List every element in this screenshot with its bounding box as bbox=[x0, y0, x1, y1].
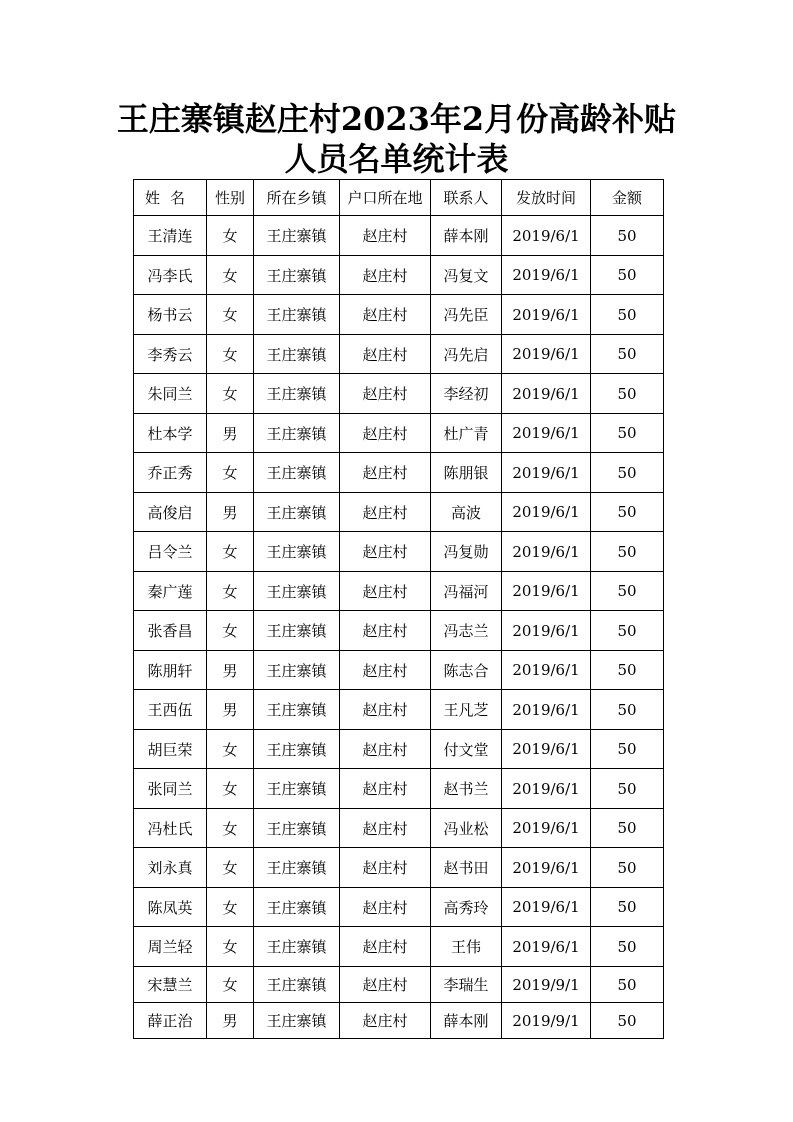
table-row bbox=[134, 374, 664, 414]
table-row bbox=[134, 651, 664, 690]
cell-issue-date: 2019/6/1 bbox=[502, 769, 591, 809]
cell-household: 赵庄村 bbox=[340, 651, 431, 690]
cell-issue-date: 2019/6/1 bbox=[502, 532, 591, 572]
cell-amount: 50 bbox=[591, 967, 664, 1003]
cell-town: 王庄寨镇 bbox=[254, 1003, 340, 1039]
cell-amount: 50 bbox=[591, 611, 664, 651]
cell-amount: 50 bbox=[591, 256, 664, 295]
cell-contact: 王凡芝 bbox=[431, 690, 502, 730]
table-row bbox=[134, 572, 664, 611]
cell-contact: 王伟 bbox=[431, 927, 502, 967]
cell-name: 陈凤英 bbox=[134, 888, 207, 927]
cell-issue-date: 2019/9/1 bbox=[502, 967, 591, 1003]
table-row bbox=[134, 453, 664, 493]
cell-town: 王庄寨镇 bbox=[254, 493, 340, 532]
cell-contact: 薛本刚 bbox=[431, 216, 502, 256]
cell-amount: 50 bbox=[591, 848, 664, 888]
cell-amount: 50 bbox=[591, 335, 664, 374]
cell-issue-date: 2019/6/1 bbox=[502, 374, 591, 414]
cell-town: 王庄寨镇 bbox=[254, 216, 340, 256]
cell-contact: 冯先臣 bbox=[431, 295, 502, 335]
cell-amount: 50 bbox=[591, 651, 664, 690]
table-row bbox=[134, 493, 664, 532]
table-row bbox=[134, 532, 664, 572]
cell-gender: 女 bbox=[207, 848, 254, 888]
cell-gender: 男 bbox=[207, 493, 254, 532]
cell-name: 杜本学 bbox=[134, 414, 207, 453]
cell-amount: 50 bbox=[591, 927, 664, 967]
cell-household: 赵庄村 bbox=[340, 690, 431, 730]
cell-amount: 50 bbox=[591, 453, 664, 493]
cell-amount: 50 bbox=[591, 730, 664, 769]
cell-gender: 女 bbox=[207, 769, 254, 809]
cell-name: 王西伍 bbox=[134, 690, 207, 730]
cell-name: 冯李氏 bbox=[134, 256, 207, 295]
cell-issue-date: 2019/6/1 bbox=[502, 888, 591, 927]
cell-issue-date: 2019/6/1 bbox=[502, 809, 591, 848]
cell-contact: 冯复勋 bbox=[431, 532, 502, 572]
cell-contact: 冯福河 bbox=[431, 572, 502, 611]
table-row bbox=[134, 414, 664, 453]
cell-town: 王庄寨镇 bbox=[254, 572, 340, 611]
cell-amount: 50 bbox=[591, 888, 664, 927]
cell-town: 王庄寨镇 bbox=[254, 690, 340, 730]
cell-household: 赵庄村 bbox=[340, 967, 431, 1003]
cell-issue-date: 2019/6/1 bbox=[502, 730, 591, 769]
cell-town: 王庄寨镇 bbox=[254, 769, 340, 809]
cell-contact: 高波 bbox=[431, 493, 502, 532]
cell-gender: 男 bbox=[207, 1003, 254, 1039]
table-row bbox=[134, 216, 664, 256]
cell-name: 陈朋轩 bbox=[134, 651, 207, 690]
cell-town: 王庄寨镇 bbox=[254, 256, 340, 295]
cell-gender: 女 bbox=[207, 295, 254, 335]
cell-town: 王庄寨镇 bbox=[254, 730, 340, 769]
cell-household: 赵庄村 bbox=[340, 256, 431, 295]
cell-issue-date: 2019/6/1 bbox=[502, 453, 591, 493]
cell-household: 赵庄村 bbox=[340, 493, 431, 532]
cell-amount: 50 bbox=[591, 374, 664, 414]
cell-town: 王庄寨镇 bbox=[254, 532, 340, 572]
cell-amount: 50 bbox=[591, 690, 664, 730]
cell-name: 乔正秀 bbox=[134, 453, 207, 493]
cell-amount: 50 bbox=[591, 493, 664, 532]
cell-household: 赵庄村 bbox=[340, 414, 431, 453]
cell-town: 王庄寨镇 bbox=[254, 453, 340, 493]
cell-name: 张同兰 bbox=[134, 769, 207, 809]
cell-issue-date: 2019/6/1 bbox=[502, 493, 591, 532]
cell-contact: 高秀玲 bbox=[431, 888, 502, 927]
cell-gender: 女 bbox=[207, 532, 254, 572]
cell-contact: 陈朋银 bbox=[431, 453, 502, 493]
cell-town: 王庄寨镇 bbox=[254, 967, 340, 1003]
table-body bbox=[134, 216, 664, 1039]
table-row bbox=[134, 256, 664, 295]
cell-name: 王清连 bbox=[134, 216, 207, 256]
cell-contact: 陈志合 bbox=[431, 651, 502, 690]
cell-amount: 50 bbox=[591, 769, 664, 809]
cell-town: 王庄寨镇 bbox=[254, 888, 340, 927]
cell-contact: 杜广青 bbox=[431, 414, 502, 453]
cell-name: 周兰轻 bbox=[134, 927, 207, 967]
cell-gender: 女 bbox=[207, 927, 254, 967]
cell-household: 赵庄村 bbox=[340, 374, 431, 414]
cell-household: 赵庄村 bbox=[340, 848, 431, 888]
cell-contact: 冯复文 bbox=[431, 256, 502, 295]
cell-town: 王庄寨镇 bbox=[254, 611, 340, 651]
cell-issue-date: 2019/6/1 bbox=[502, 216, 591, 256]
cell-amount: 50 bbox=[591, 532, 664, 572]
table-row bbox=[134, 335, 664, 374]
cell-gender: 女 bbox=[207, 453, 254, 493]
cell-town: 王庄寨镇 bbox=[254, 414, 340, 453]
cell-town: 王庄寨镇 bbox=[254, 809, 340, 848]
cell-contact: 薛本刚 bbox=[431, 1003, 502, 1039]
subsidy-roster-table bbox=[133, 179, 664, 1039]
cell-issue-date: 2019/6/1 bbox=[502, 651, 591, 690]
cell-gender: 男 bbox=[207, 651, 254, 690]
cell-issue-date: 2019/6/1 bbox=[502, 690, 591, 730]
cell-gender: 女 bbox=[207, 216, 254, 256]
cell-household: 赵庄村 bbox=[340, 216, 431, 256]
cell-name: 杨书云 bbox=[134, 295, 207, 335]
table-row bbox=[134, 295, 664, 335]
cell-contact: 冯志兰 bbox=[431, 611, 502, 651]
column-header-name: 姓名 bbox=[134, 180, 207, 216]
table-row bbox=[134, 848, 664, 888]
column-header-gender: 性别 bbox=[207, 180, 254, 216]
cell-issue-date: 2019/6/1 bbox=[502, 256, 591, 295]
cell-issue-date: 2019/6/1 bbox=[502, 335, 591, 374]
cell-amount: 50 bbox=[591, 295, 664, 335]
cell-contact: 李瑞生 bbox=[431, 967, 502, 1003]
cell-town: 王庄寨镇 bbox=[254, 335, 340, 374]
cell-gender: 女 bbox=[207, 256, 254, 295]
column-header-household: 户口所在地 bbox=[340, 180, 431, 216]
cell-gender: 女 bbox=[207, 572, 254, 611]
table-row bbox=[134, 730, 664, 769]
cell-household: 赵庄村 bbox=[340, 809, 431, 848]
cell-town: 王庄寨镇 bbox=[254, 927, 340, 967]
cell-name: 薛正治 bbox=[134, 1003, 207, 1039]
cell-household: 赵庄村 bbox=[340, 730, 431, 769]
cell-household: 赵庄村 bbox=[340, 532, 431, 572]
cell-name: 高俊启 bbox=[134, 493, 207, 532]
cell-gender: 男 bbox=[207, 414, 254, 453]
cell-amount: 50 bbox=[591, 572, 664, 611]
cell-household: 赵庄村 bbox=[340, 769, 431, 809]
cell-amount: 50 bbox=[591, 414, 664, 453]
table-row bbox=[134, 690, 664, 730]
cell-name: 冯杜氏 bbox=[134, 809, 207, 848]
cell-amount: 50 bbox=[591, 1003, 664, 1039]
cell-contact: 冯先启 bbox=[431, 335, 502, 374]
cell-household: 赵庄村 bbox=[340, 888, 431, 927]
cell-amount: 50 bbox=[591, 216, 664, 256]
cell-name: 胡巨荣 bbox=[134, 730, 207, 769]
cell-contact: 付文堂 bbox=[431, 730, 502, 769]
cell-town: 王庄寨镇 bbox=[254, 295, 340, 335]
cell-issue-date: 2019/6/1 bbox=[502, 611, 591, 651]
cell-gender: 女 bbox=[207, 888, 254, 927]
table-row bbox=[134, 1003, 664, 1039]
cell-issue-date: 2019/6/1 bbox=[502, 414, 591, 453]
cell-gender: 女 bbox=[207, 611, 254, 651]
cell-issue-date: 2019/9/1 bbox=[502, 1003, 591, 1039]
cell-household: 赵庄村 bbox=[340, 927, 431, 967]
cell-household: 赵庄村 bbox=[340, 572, 431, 611]
cell-household: 赵庄村 bbox=[340, 1003, 431, 1039]
table-row bbox=[134, 769, 664, 809]
cell-household: 赵庄村 bbox=[340, 335, 431, 374]
cell-household: 赵庄村 bbox=[340, 453, 431, 493]
cell-household: 赵庄村 bbox=[340, 611, 431, 651]
cell-name: 朱同兰 bbox=[134, 374, 207, 414]
column-header-town: 所在乡镇 bbox=[254, 180, 340, 216]
cell-issue-date: 2019/6/1 bbox=[502, 295, 591, 335]
cell-amount: 50 bbox=[591, 809, 664, 848]
cell-name: 张香昌 bbox=[134, 611, 207, 651]
page-title-line2: 人员名单统计表 bbox=[284, 140, 509, 178]
column-header-amount: 金额 bbox=[591, 180, 664, 216]
cell-gender: 女 bbox=[207, 335, 254, 374]
table-row bbox=[134, 611, 664, 651]
cell-gender: 女 bbox=[207, 809, 254, 848]
cell-issue-date: 2019/6/1 bbox=[502, 572, 591, 611]
cell-name: 秦广莲 bbox=[134, 572, 207, 611]
cell-town: 王庄寨镇 bbox=[254, 848, 340, 888]
cell-gender: 男 bbox=[207, 690, 254, 730]
cell-household: 赵庄村 bbox=[340, 295, 431, 335]
table-row bbox=[134, 888, 664, 927]
cell-issue-date: 2019/6/1 bbox=[502, 927, 591, 967]
table-header-row bbox=[134, 180, 664, 216]
cell-contact: 赵书兰 bbox=[431, 769, 502, 809]
column-header-issue-date: 发放时间 bbox=[502, 180, 591, 216]
cell-gender: 女 bbox=[207, 730, 254, 769]
cell-gender: 女 bbox=[207, 374, 254, 414]
cell-contact: 李经初 bbox=[431, 374, 502, 414]
column-header-contact: 联系人 bbox=[431, 180, 502, 216]
table-row bbox=[134, 809, 664, 848]
cell-name: 李秀云 bbox=[134, 335, 207, 374]
cell-name: 吕令兰 bbox=[134, 532, 207, 572]
table-row bbox=[134, 927, 664, 967]
cell-contact: 冯业松 bbox=[431, 809, 502, 848]
cell-name: 宋慧兰 bbox=[134, 967, 207, 1003]
cell-name: 刘永真 bbox=[134, 848, 207, 888]
cell-gender: 女 bbox=[207, 967, 254, 1003]
cell-contact: 赵书田 bbox=[431, 848, 502, 888]
table-row bbox=[134, 967, 664, 1003]
cell-issue-date: 2019/6/1 bbox=[502, 848, 591, 888]
page-title-line1: 王庄寨镇赵庄村2023年2月份高龄补贴 bbox=[116, 100, 677, 138]
cell-town: 王庄寨镇 bbox=[254, 374, 340, 414]
cell-town: 王庄寨镇 bbox=[254, 651, 340, 690]
